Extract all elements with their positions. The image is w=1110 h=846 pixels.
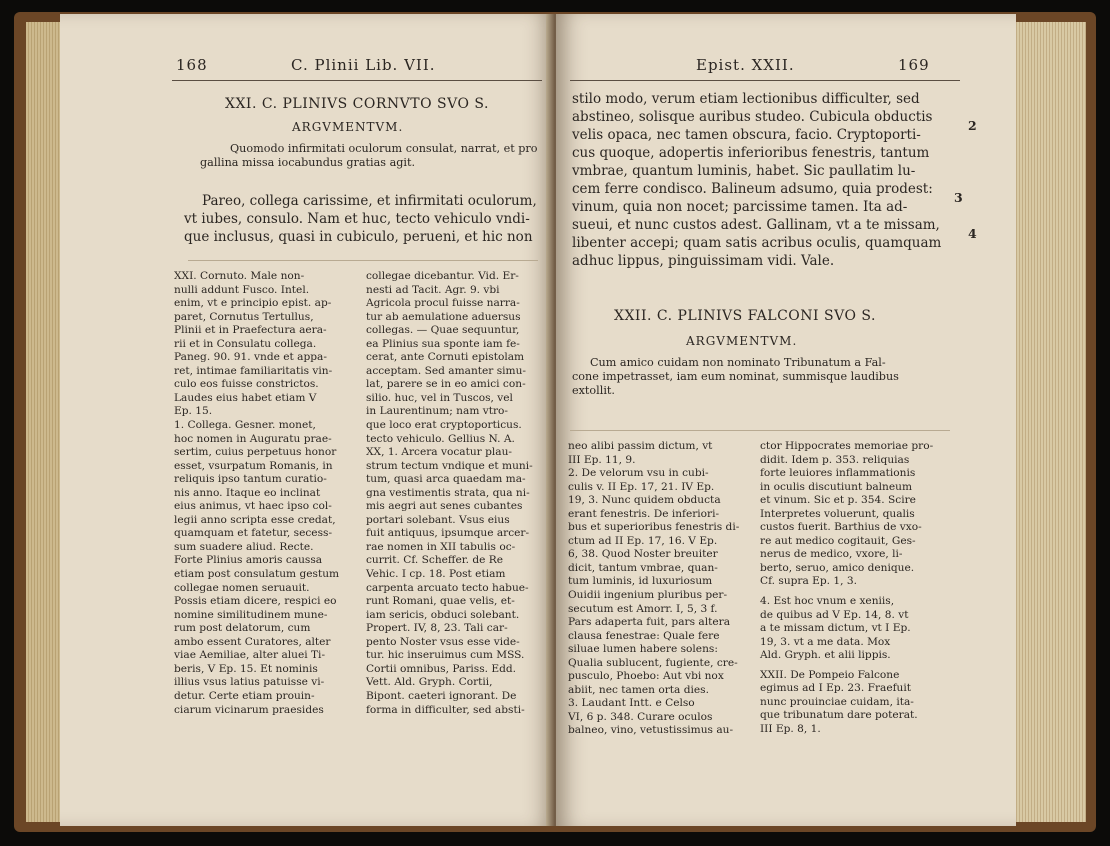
note-line: tum, quasi arca quaedam ma- <box>366 473 526 486</box>
note-line: Ald. Gryph. et alii lippis. <box>760 649 891 662</box>
note-line: 19, 3. Nunc quidem obducta <box>568 494 721 507</box>
note-line: clausa fenestrae: Quale fere <box>568 629 720 642</box>
letter-title: XXI. C. PLINIVS CORNVTO SVO S. <box>225 96 489 112</box>
note-line: fuit antiquus, ipsumque arcer- <box>366 527 530 540</box>
note-line: tum luminis, id luxuriosum <box>568 575 713 588</box>
text-line: vt iubes, consulo. Nam et huc, tecto vehiculo vndi- <box>184 211 530 227</box>
note-line: collegae dicebantur. Vid. Er- <box>366 270 519 282</box>
right-page <box>556 14 1016 826</box>
text-line: Pareo, collega carissime, et infirmitati oculorum, <box>202 193 537 209</box>
note-line: erant fenestris. De inferiori- <box>568 507 720 520</box>
note-line: iam sericis, obduci solebant. <box>366 608 520 621</box>
argument-summary <box>572 356 899 398</box>
note-line: etiam post consulatum gestum <box>174 568 340 581</box>
note-line: et vinum. Sic et p. 354. Scire <box>760 494 916 507</box>
note-line: ctor Hippocrates memoriae pro- <box>760 440 934 452</box>
note-line: Cortii omnibus, Pariss. Edd. <box>366 662 517 675</box>
note-line: Propert. IV, 8, 23. Tali car- <box>366 622 508 635</box>
letter-title: XXII. C. PLINIVS FALCONI SVO S. <box>614 308 876 324</box>
note-line: reliquis ipso tantum curatio- <box>174 473 327 486</box>
note-line: ambo essent Curatores, alter <box>174 635 331 648</box>
text-line: vinum, quia non nocet; parcissime tamen. Ita ad- <box>572 199 908 215</box>
note-line: Paneg. 90. 91. vnde et appa- <box>174 351 327 364</box>
note-line: hoc nomen in Auguratu prae- <box>174 432 332 445</box>
head-rule <box>570 80 960 81</box>
letter-text <box>572 90 941 270</box>
argument-summary <box>200 142 538 170</box>
note-line: XX, 1. Arcera vocatur plau- <box>366 446 512 459</box>
note-line: culis v. II Ep. 17, 21. IV Ep. <box>568 480 715 493</box>
note-line: VI, 6 p. 348. Curare oculos <box>568 710 713 723</box>
note-line: Interpretes voluerunt, qualis <box>760 507 915 520</box>
note-line: ciarum vicinarum praesides <box>174 703 324 716</box>
note-line: beris, V Ep. 15. Et nominis <box>174 662 318 675</box>
text-line: sueui, et nunc custos adest. Gallinam, vt a te missam, <box>572 217 940 233</box>
note-line: ea Plinius sua sponte iam fe- <box>366 337 520 350</box>
note-line: rum post delatorum, cum <box>174 622 311 635</box>
note-line: rae nomen in XII tabulis oc- <box>366 540 516 553</box>
note-line: runt Romani, quae velis, et- <box>366 595 515 608</box>
note-line: gna vestimentis strata, qua ni- <box>366 486 530 499</box>
note-line: forma in difficulter, sed absti- <box>366 703 525 716</box>
note-line: tecto vehiculo. Gellius N. A. <box>366 432 515 445</box>
note-line: ctum ad II Ep. 17, 16. V Ep. <box>568 534 718 547</box>
note-line: detur. Certe etiam prouin- <box>174 689 315 702</box>
page-number: 168 <box>176 56 208 74</box>
note-line: Forte Plinius amoris caussa <box>174 554 323 567</box>
text-line: velis opaca, nec tamen obscura, facio. Cryptoporti- <box>572 127 921 143</box>
note-line: Plinii et in Praefectura aera- <box>174 324 327 337</box>
margin-number: 2 <box>968 118 977 133</box>
note-line: pento Noster vsus esse vide- <box>366 635 520 648</box>
note-line: egimus ad I Ep. 23. Fraefuit <box>760 682 911 695</box>
note-line: Cf. supra Ep. 1, 3. <box>760 575 858 588</box>
note-line: Ep. 15. <box>174 405 213 418</box>
note-line: Laudes eius habet etiam V <box>174 391 317 404</box>
summary-line: gallina missa iocabundus gratias agit. <box>200 156 416 169</box>
head-rule <box>172 80 542 81</box>
note-line: Ouidii ingenium pluribus per- <box>568 589 728 602</box>
summary-line: Quomodo infirmitati oculorum consulat, narrat, et pro <box>230 142 538 155</box>
notes-column-1 <box>174 270 356 717</box>
note-line: re aut medico cogitauit, Ges- <box>760 534 916 547</box>
note-line: sum suadere aliud. Recte. <box>174 540 314 553</box>
note-line: Pars adaperta fuit, pars altera <box>568 616 731 629</box>
note-line: illius vsus latius patuisse vi- <box>174 676 325 689</box>
note-line: Bipont. caeteri ignorant. De <box>366 689 517 702</box>
note-line: ret, intimae familiaritatis vin- <box>174 364 333 377</box>
notes-column-2 <box>366 270 548 717</box>
note-line: nulli addunt Fusco. Intel. <box>174 283 310 296</box>
note-line: Agricola procul fuisse narra- <box>366 297 520 310</box>
note-line: III Ep. 11, 9. <box>568 453 636 466</box>
notes-rule <box>188 260 538 261</box>
note-line: neo alibi passim dictum, vt <box>568 440 713 452</box>
page-number: 169 <box>898 56 930 74</box>
notes-rule <box>570 430 950 431</box>
left-page <box>60 14 554 826</box>
notes-column-2 <box>760 440 946 736</box>
note-line: 4. Est hoc vnum e xeniis, <box>760 595 895 608</box>
note-line: quamquam et fatetur, secess- <box>174 527 333 540</box>
note-line: carpenta arcuato tecto habue- <box>366 581 529 594</box>
note-line: dicit, tantum vmbrae, quan- <box>568 561 718 574</box>
note-line: rii et in Consulatu collega. <box>174 337 317 350</box>
note-line: culo eos fuisse constrictos. <box>174 378 319 391</box>
note-line: lat, parere se in eo amici con- <box>366 378 526 391</box>
note-line: que tribunatum dare poterat. <box>760 709 918 722</box>
text-line: stilo modo, verum etiam lectionibus difficulter, sed <box>572 91 920 107</box>
text-line: que inclusus, quasi in cubiculo, perueni, et hic non <box>184 229 533 245</box>
summary-line: cone impetrasset, iam eum nominat, summisque laudibus <box>572 370 899 383</box>
note-line: 3. Laudant Intt. e Celso <box>568 697 695 710</box>
note-line: que loco erat cryptoporticus. <box>366 419 522 432</box>
note-line: balneo, vino, vetustissimus au- <box>568 724 734 737</box>
note-line: mis aegri aut senes cubantes <box>366 500 523 513</box>
note-line: 19, 3. vt a me data. Mox <box>760 635 891 648</box>
note-line: strum tectum vndique et muni- <box>366 459 533 472</box>
text-line: adhuc lippus, pinguissimam vidi. Vale. <box>572 253 835 269</box>
summary-line: Cum amico cuidam non nominato Tribunatum a Fal- <box>590 356 886 369</box>
note-line: nerus de medico, vxore, li- <box>760 548 903 561</box>
note-line: currit. Cf. Scheffer. de Re <box>366 554 504 567</box>
note-line: pusculo, Phoebo: Aut vbi nox <box>568 670 724 683</box>
note-line: tur ab aemulatione aduersus <box>366 310 521 323</box>
note-line: didit. Idem p. 353. reliquias <box>760 453 910 466</box>
note-line: portari solebant. Vsus eius <box>366 513 510 526</box>
text-line: vmbrae, quantum luminis, habet. Sic paullatim lu- <box>572 163 916 179</box>
text-line: abstineo, solisque auribus studeo. Cubicula obductis <box>572 109 933 125</box>
note-line: in Laurentinum; nam vtro- <box>366 405 508 418</box>
note-line: 1. Collega. Gesner. monet, <box>174 419 316 432</box>
argument-heading: ARGVMENTVM. <box>292 120 404 134</box>
note-line: in oculis discutiunt balneum <box>760 480 913 493</box>
note-line: secutum est Amorr. I, 5, 3 f. <box>568 602 718 615</box>
note-line: nis anno. Itaque eo inclinat <box>174 486 321 499</box>
note-line: XXII. De Pompeio Falcone <box>760 668 900 681</box>
note-line: siluae lumen habere solens: <box>568 643 718 656</box>
note-line: sertim, cuius perpetuus honor <box>174 446 337 459</box>
note-line: forte leuiores inflammationis <box>760 467 916 480</box>
notes-column-1 <box>568 440 752 738</box>
note-line: custos fuerit. Barthius de vxo- <box>760 521 922 534</box>
note-line: abiit, nec tamen orta dies. <box>568 683 709 696</box>
margin-number: 3 <box>954 190 963 205</box>
note-line: 2. De velorum vsu in cubi- <box>568 467 709 480</box>
text-line: libenter accepi; quam satis acribus oculis, quamquam <box>572 235 942 251</box>
note-line: nunc prouinciae cuidam, ita- <box>760 695 914 708</box>
note-line: viae Aemiliae, alter aluei Ti- <box>174 649 326 662</box>
margin-number: 4 <box>968 226 977 241</box>
note-line: collegas. — Quae sequuntur, <box>366 324 520 337</box>
note-line: esset, vsurpatum Romanis, in <box>174 459 333 472</box>
note-line: III Ep. 8, 1. <box>760 722 821 735</box>
note-line: berto, seruo, amico denique. <box>760 561 915 574</box>
note-line: tur. hic inseruimus cum MSS. <box>366 649 525 662</box>
note-line: XXI. Cornuto. Male non- <box>174 270 305 282</box>
note-line: Possis etiam dicere, respici eo <box>174 595 337 608</box>
page-edges-right <box>1008 22 1086 822</box>
note-line: acceptam. Sed amanter simu- <box>366 364 526 377</box>
note-line: collegae nomen seruauit. <box>174 581 310 594</box>
running-head: Epist. XXII. <box>696 56 795 74</box>
note-line: de quibus ad V Ep. 14, 8. vt <box>760 608 909 621</box>
note-line: eius animus, vt haec ipso col- <box>174 500 332 513</box>
running-head: C. Plinii Lib. VII. <box>291 56 436 74</box>
note-line: a te missam dictum, vt I Ep. <box>760 622 911 635</box>
note-line: 6, 38. Quod Noster breuiter <box>568 548 718 561</box>
note-line: silio. huc, vel in Tuscos, vel <box>366 391 513 404</box>
text-line: cem ferre condisco. Balineum adsumo, quia prodest: <box>572 181 933 197</box>
text-line: cus quoque, adopertis inferioribus fenestris, tantum <box>572 145 930 161</box>
note-line: Vett. Ald. Gryph. Cortii, <box>366 676 493 689</box>
summary-line: extollit. <box>572 384 615 397</box>
note-line: paret, Cornutus Tertullus, <box>174 310 314 323</box>
note-line: cerat, ante Cornuti epistolam <box>366 351 525 364</box>
note-line: Vehic. I cp. 18. Post etiam <box>366 568 506 581</box>
note-line: nomine similitudinem mune- <box>174 608 328 621</box>
argument-heading: ARGVMENTVM. <box>686 334 798 348</box>
letter-text <box>184 192 537 246</box>
note-line: enim, vt e principio epist. ap- <box>174 297 332 310</box>
note-line: Qualia sublucent, fugiente, cre- <box>568 656 738 669</box>
note-line: legii anno scripta esse credat, <box>174 513 336 526</box>
note-line: nesti ad Tacit. Agr. 9. vbi <box>366 283 500 296</box>
note-line: bus et superioribus fenestris di- <box>568 521 740 534</box>
